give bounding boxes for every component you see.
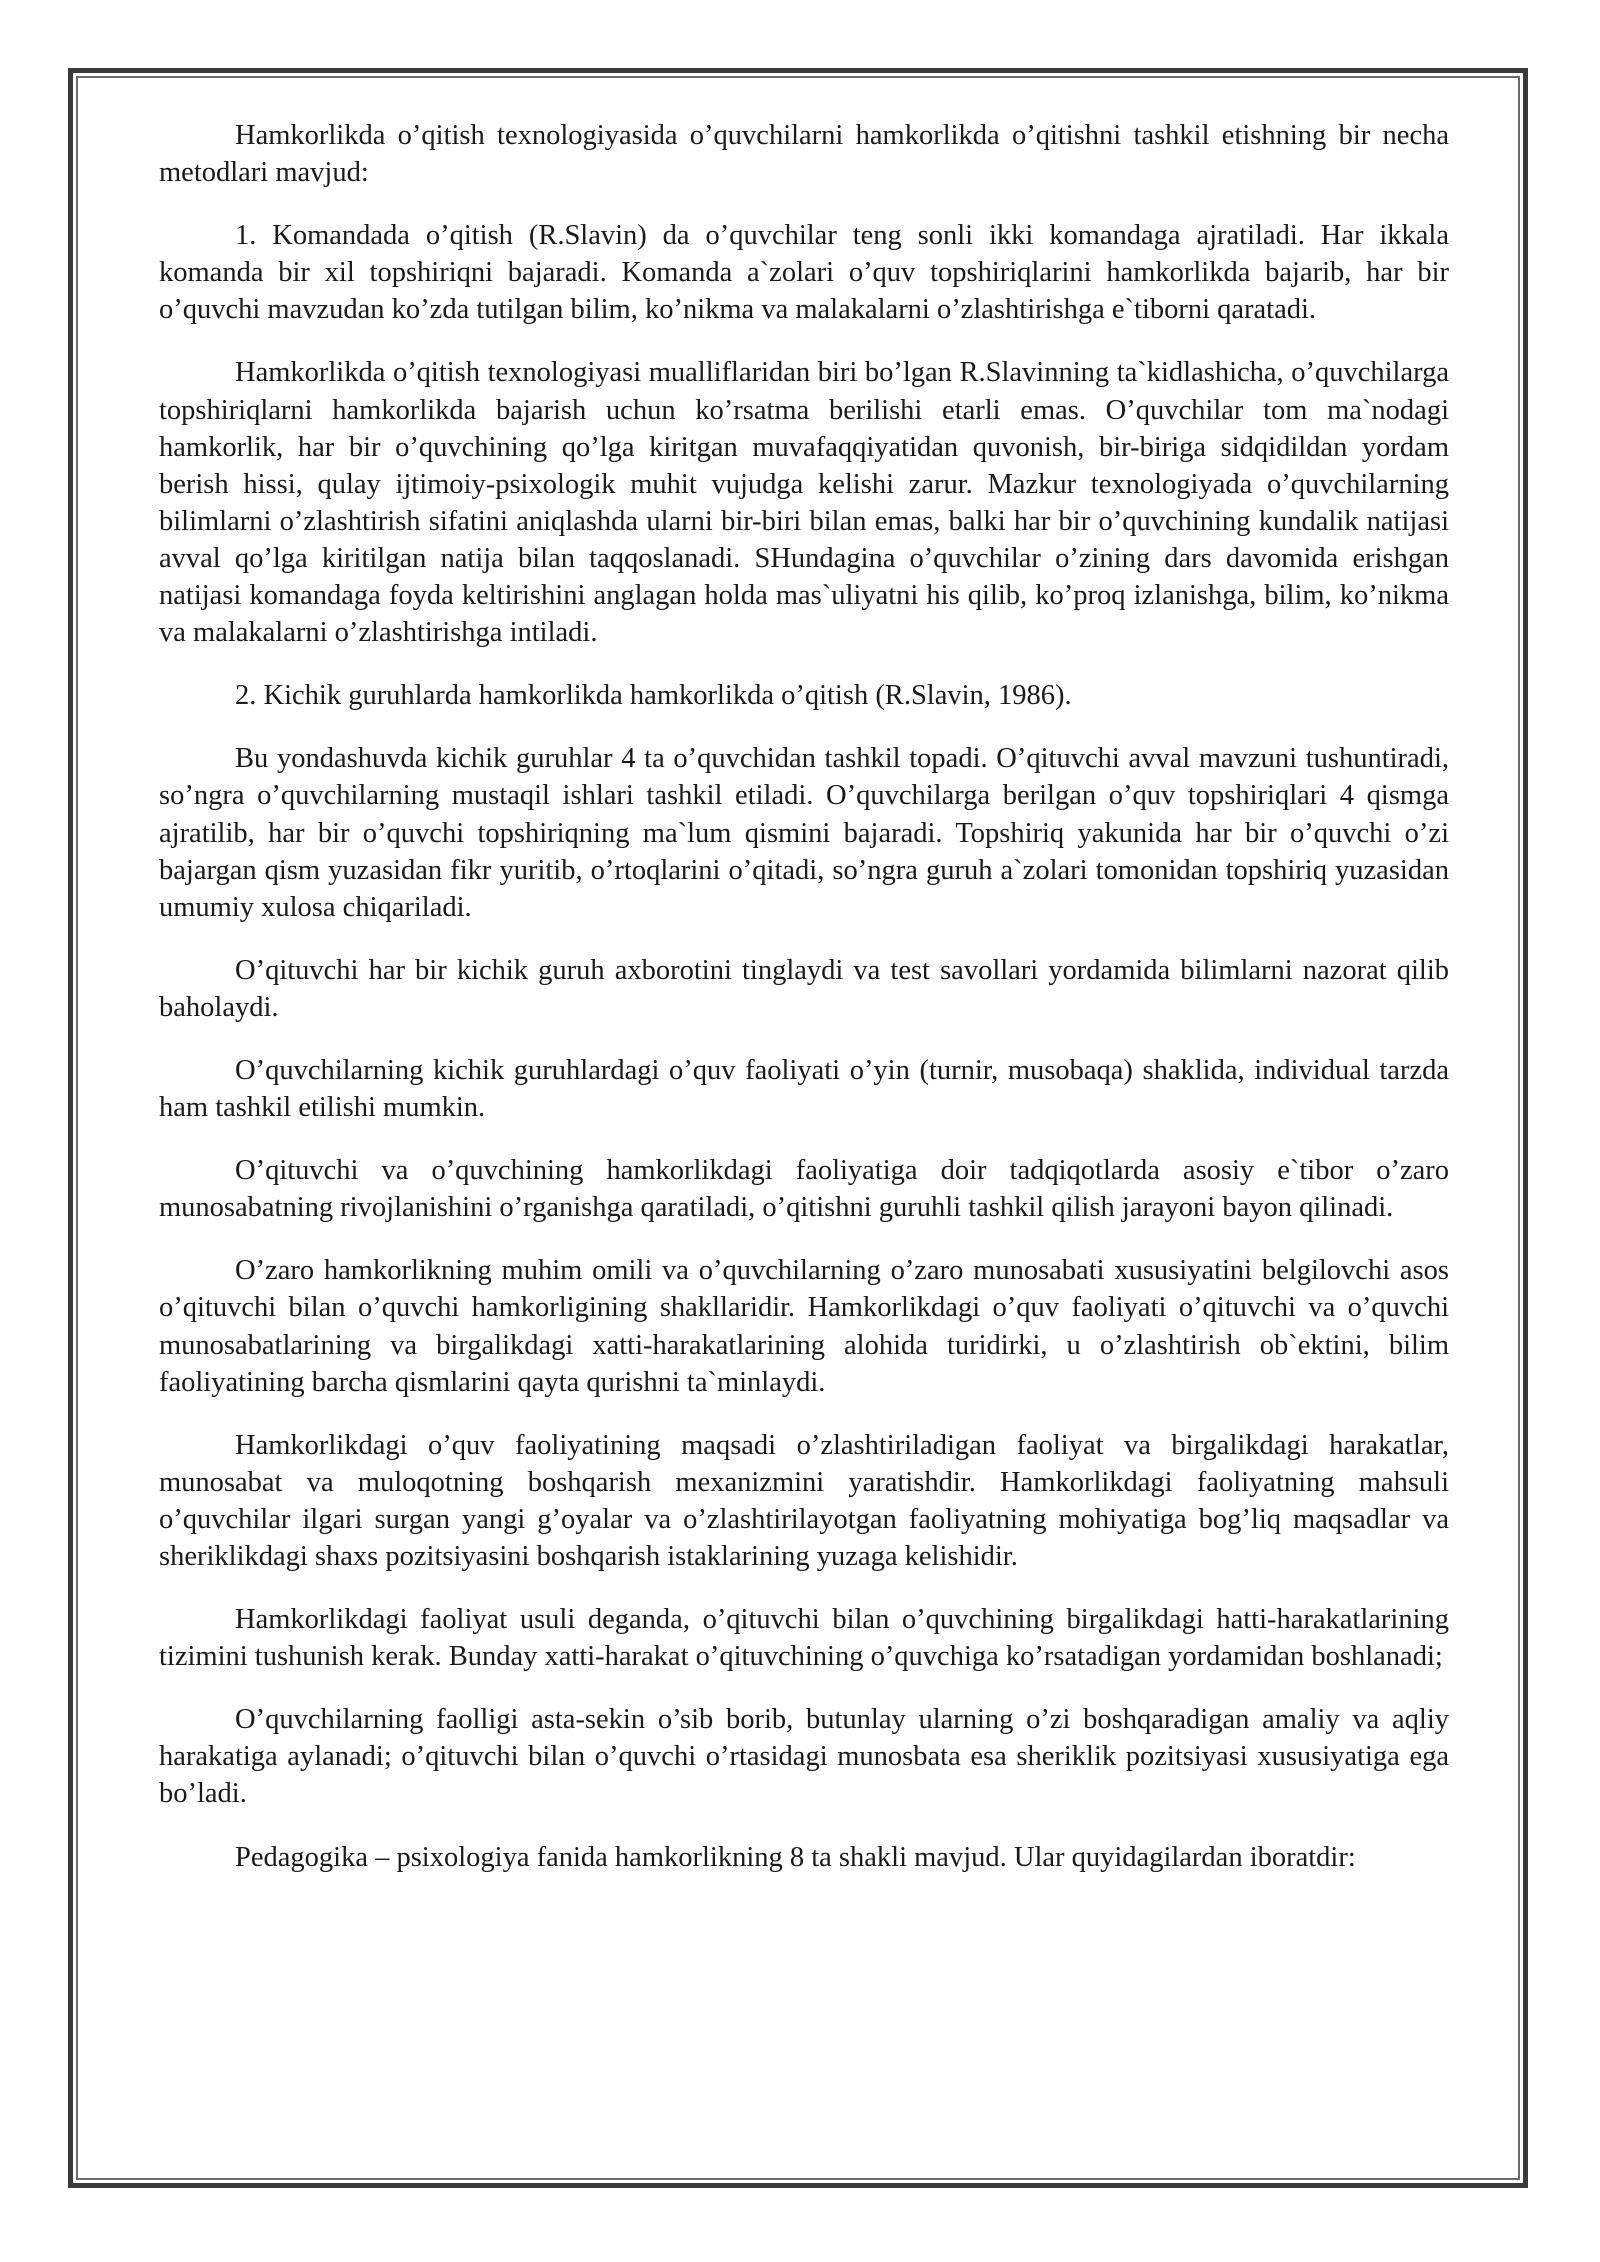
document-body (159, 117, 1449, 1902)
paragraph-method-2: 2. Kichik guruhlarda hamkorlikda hamkorlikda o’qitish (R.Slavin, 1986). (235, 680, 1072, 712)
paragraph-activity-method: Hamkorlikdagi faoliyat usuli deganda, o’qituvchi bilan o’quvchining birgalikdagi hatti-harakatlarining tizimini tushunish kerak. Bunday xatti-harakat o’qituvchining o’quvchiga ko’rsatadigan yordamidan boshlanadi; (159, 1604, 1449, 1673)
paragraph-small-groups: Bu yondashuvda kichik guruhlar 4 ta o’quvchidan tashkil topadi. O’qituvchi avval mavzuni tushuntiradi, so’ngra o’quvchilarning mustaqil ishlari tashkil etiladi. O’quvchilarga berilgan o’quv topshiriqlari 4 qismga ajratilib, har bir o’quvchi topshiriqning ma`lum qismini bajaradi. Topshiriq yakunida har bir o’quvchi o’zi bajargan qism yuzasidan fikr yuritib, o’rtoqlarini o’qitadi, so’ngra guruh a`zolari tomonidan topshiriq yuzasidan umumiy xulosa chiqariladi. (159, 743, 1449, 923)
page-frame (68, 68, 1528, 2188)
paragraph-slavin-emphasis: Hamkorlikda o’qitish texnologiyasi mualliflaridan biri bo’lgan R.Slavinning ta`kidlashicha, o’quvchilarga topshiriqlarni hamkorlikda bajarish uchun ko’rsatma berilishi etarli emas. O’quvchilar tom ma`nodagi hamkorlik, har bir o’quvchining qo’lga kiritgan muvafaqqiyatidan quvonish, bir-biriga sidqidildan yordam berish hissi, qulay ijtimoiy-psixologik muhit vujudga kelishi zarur. Mazkur texnologiyada o’quvchilarning bilimlarni o’zlashtirish sifatini aniqlashda ularni bir-biri bilan emas, balki har bir o’quvchining kundalik natijasi avval qo’lga kiritilgan natija bilan taqqoslanadi. SHundagina o’quvchilar o’zining dars davomida erishgan natijasi komandaga foyda keltirishini anglagan holda mas`uliyatni his qilib, ko’proq izlanishga, bilim, ko’nikma va malakalarni o’zlashtirishga intiladi. (159, 357, 1449, 649)
paragraph-method-1: 1. Komandada o’qitish (R.Slavin) da o’quvchilar teng sonli ikki komandaga ajratiladi. Har ikkala komanda bir xil topshiriqni bajaradi. Komanda a`zolari o’quv topshiriqlarini hamkorlikda bajarib, har bir o’quvchi mavzudan ko’zda tutilgan bilim, ko’nikma va malakalarni o’zlashtirishga e`tiborni qaratadi. (159, 220, 1449, 326)
paragraph-student-activity: O’quvchilarning faolligi asta-sekin o’sib borib, butunlay ularning o’zi boshqaradigan amaliy va aqliy harakatiga aylanadi; o’qituvchi bilan o’quvchi o’rtasidagi munosbata esa sheriklik pozitsiyasi xususiyatiga ega bo’ladi. (159, 1704, 1449, 1810)
paragraph-intro: Hamkorlikda o’qitish texnologiyasida o’quvchilarni hamkorlikda o’qitishni tashkil etishning bir necha metodlari mavjud: (159, 120, 1449, 189)
paragraph-game-form: O’quvchilarning kichik guruhlardagi o’quv faoliyati o’yin (turnir, musobaqa) shaklida, individual tarzda ham tashkil etilishi mumkin. (159, 1054, 1449, 1124)
paragraph-eight-forms: Pedagogika – psixologiya fanida hamkorlikning 8 ta shakli mavjud. Ular quyidagilardan iboratdir: (235, 1841, 1356, 1873)
paragraph-teacher-assessment: O’qituvchi har bir kichik guruh axborotini tinglaydi va test savollari yordamida bilimlarni nazorat qilib baholaydi. (159, 954, 1449, 1023)
paragraph-research-focus: O’qituvchi va o’quvchining hamkorlikdagi faoliyatiga doir tadqiqotlarda asosiy e`tibor o’zaro munosabatning rivojlanishini o’rganishga qaratiladi, o’qitishni guruhli tashkil qilish jarayoni bayon qilinadi. (159, 1155, 1449, 1224)
paragraph-activity-goal: Hamkorlikdagi o’quv faoliyatining maqsadi o’zlashtiriladigan faoliyat va birgalikdagi harakatlar, munosabat va muloqotning boshqarish mexanizmini yaratishdir. Hamkorlikdagi faoliyatning mahsuli o’quvchilar ilgari surgan yangi g’oyalar va o’zlashtirilayotgan faoliyatning mohiyatiga bog’liq maqsadlar va sheriklikdagi shaxs pozitsiyasini boshqarish istaklarining yuzaga kelishidir. (159, 1429, 1449, 1572)
paragraph-cooperation-factor: O’zaro hamkorlikning muhim omili va o’quvchilarning o’zaro munosabati xususiyatini belgilovchi asos o’qituvchi bilan o’quvchi hamkorligining shakllaridir. Hamkorlikdagi o’quv faoliyati o’qituvchi va o’quvchi munosabatlarining va birgalikdagi xatti-harakatlarining alohida turidirki, u o’zlashtirish ob`ektini, bilim faoliyatining barcha qismlarini qayta qurishni ta`minlaydi. (159, 1255, 1449, 1398)
